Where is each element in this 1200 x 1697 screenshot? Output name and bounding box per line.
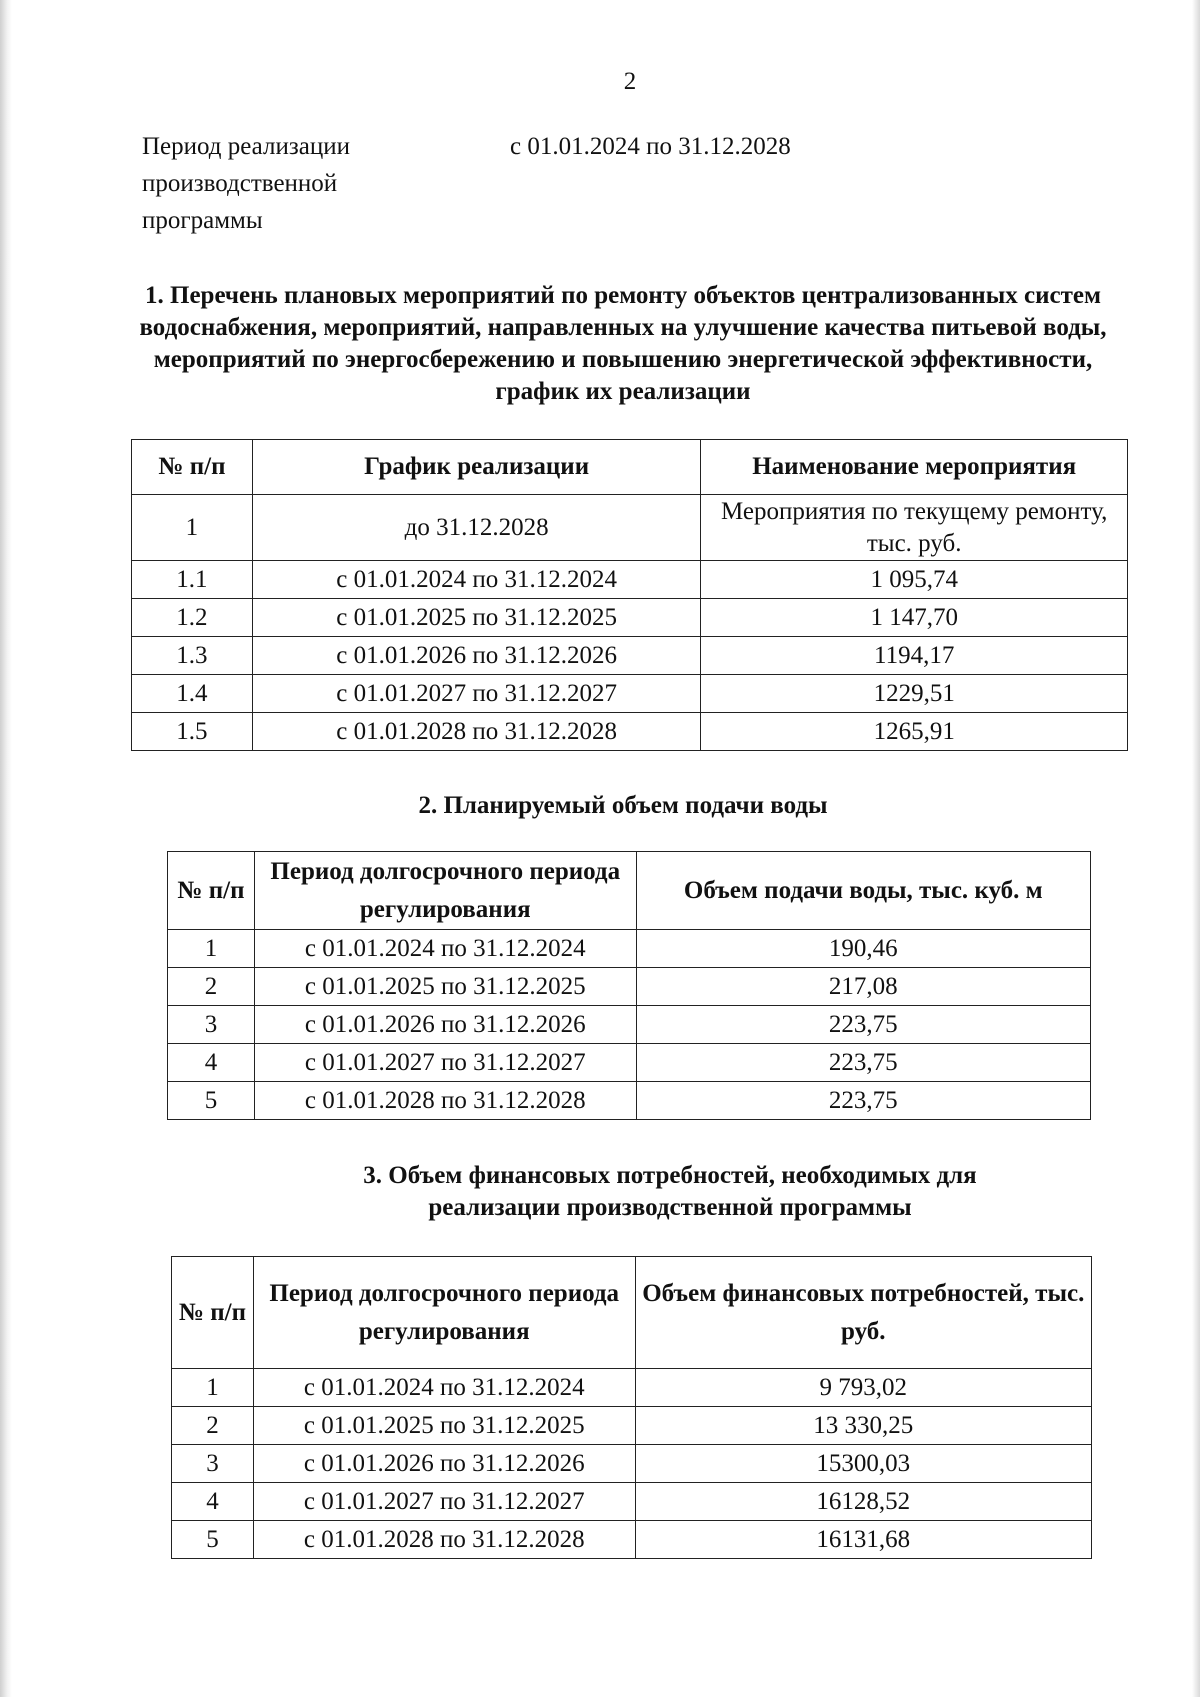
header-period: Период долгосрочного периода регулирования (254, 852, 636, 930)
cell-value: 1194,17 (701, 637, 1128, 675)
repair-measures-table (131, 439, 1128, 751)
cell-number: 1.1 (132, 561, 253, 599)
section1-title: 1. Перечень плановых мероприятий по ремонту объектов централизованных систем водоснабжения, мероприятий, направленных на улучшение качества питьевой воды, мероприятий по энергосбережению и повышению энергетической эффективности, график их реализации (139, 282, 1107, 405)
cell-number: 1 (172, 1369, 254, 1407)
cell-period: с 01.01.2026 по 31.12.2026 (254, 1006, 636, 1044)
cell-value: 223,75 (636, 1006, 1090, 1044)
table-header-row (132, 440, 1128, 495)
cell-number: 2 (172, 1407, 254, 1445)
table-header-row (168, 852, 1091, 930)
cell-period: с 01.01.2028 по 31.12.2028 (253, 1521, 635, 1559)
cell-schedule: с 01.01.2024 по 31.12.2024 (252, 561, 701, 599)
cell-value: 190,46 (636, 930, 1090, 968)
cell-period: с 01.01.2025 по 31.12.2025 (254, 968, 636, 1006)
cell-value: 223,75 (636, 1082, 1090, 1120)
table-row (168, 1082, 1091, 1120)
cell-value: 16128,52 (635, 1483, 1091, 1521)
header-water-volume: Объем подачи воды, тыс. куб. м (636, 852, 1090, 930)
table-row (132, 495, 1128, 561)
header-financial-needs: Объем финансовых потребностей, тыс. руб. (635, 1257, 1091, 1369)
cell-value: 223,75 (636, 1044, 1090, 1082)
cell-schedule: до 31.12.2028 (252, 495, 701, 561)
table-row (132, 561, 1128, 599)
cell-value: 15300,03 (635, 1445, 1091, 1483)
cell-schedule: с 01.01.2026 по 31.12.2026 (252, 637, 701, 675)
table-row (132, 675, 1128, 713)
cell-number: 1.4 (132, 675, 253, 713)
period-label: Период реализации производственной программы (142, 133, 350, 234)
cell-value: 16131,68 (635, 1521, 1091, 1559)
scan-right-edge (1192, 0, 1200, 1697)
cell-number: 1.3 (132, 637, 253, 675)
cell-measure-name: Мероприятия по текущему ремонту, тыс. руб. (701, 495, 1128, 561)
table-row (168, 1006, 1091, 1044)
table-header-row (172, 1257, 1092, 1369)
table-row (172, 1521, 1092, 1559)
table-row (172, 1445, 1092, 1483)
cell-schedule: с 01.01.2027 по 31.12.2027 (252, 675, 701, 713)
page-number: 2 (623, 68, 637, 95)
cell-value: 1 095,74 (701, 561, 1128, 599)
water-supply-volume-table (167, 851, 1091, 1120)
header-number: № п/п (172, 1257, 254, 1369)
table-row (132, 713, 1128, 751)
cell-number: 2 (168, 968, 255, 1006)
cell-value: 1229,51 (701, 675, 1128, 713)
section2-title: 2. Планируемый объем подачи воды (418, 792, 828, 819)
cell-number: 3 (168, 1006, 255, 1044)
cell-number: 1 (168, 930, 255, 968)
table-row (168, 930, 1091, 968)
header-number: № п/п (168, 852, 255, 930)
header-number: № п/п (132, 440, 253, 495)
section3-title: 3. Объем финансовых потребностей, необходимых для реализации производственной программы (363, 1162, 977, 1221)
table-row (168, 1044, 1091, 1082)
table-row (172, 1407, 1092, 1445)
cell-period: с 01.01.2025 по 31.12.2025 (253, 1407, 635, 1445)
cell-value: 1265,91 (701, 713, 1128, 751)
cell-value: 217,08 (636, 968, 1090, 1006)
table-row (168, 968, 1091, 1006)
financial-needs-table (171, 1256, 1092, 1559)
cell-period: с 01.01.2024 по 31.12.2024 (254, 930, 636, 968)
cell-period: с 01.01.2027 по 31.12.2027 (254, 1044, 636, 1082)
cell-number: 1 (132, 495, 253, 561)
cell-value: 9 793,02 (635, 1369, 1091, 1407)
cell-schedule: с 01.01.2028 по 31.12.2028 (252, 713, 701, 751)
table-row (132, 637, 1128, 675)
cell-schedule: с 01.01.2025 по 31.12.2025 (252, 599, 701, 637)
cell-period: с 01.01.2024 по 31.12.2024 (253, 1369, 635, 1407)
table-row (172, 1369, 1092, 1407)
cell-number: 4 (168, 1044, 255, 1082)
cell-number: 3 (172, 1445, 254, 1483)
cell-number: 5 (168, 1082, 255, 1120)
period-value: с 01.01.2024 по 31.12.2028 (510, 133, 791, 160)
cell-number: 5 (172, 1521, 254, 1559)
cell-number: 1.5 (132, 713, 253, 751)
cell-value: 1 147,70 (701, 599, 1128, 637)
cell-period: с 01.01.2027 по 31.12.2027 (253, 1483, 635, 1521)
cell-value: 13 330,25 (635, 1407, 1091, 1445)
header-schedule: График реализации (252, 440, 701, 495)
scan-left-edge (0, 0, 12, 1697)
table-row (132, 599, 1128, 637)
table-row (172, 1483, 1092, 1521)
header-period: Период долгосрочного периода регулирования (253, 1257, 635, 1369)
cell-number: 1.2 (132, 599, 253, 637)
cell-period: с 01.01.2028 по 31.12.2028 (254, 1082, 636, 1120)
cell-period: с 01.01.2026 по 31.12.2026 (253, 1445, 635, 1483)
cell-number: 4 (172, 1483, 254, 1521)
header-measure-name: Наименование мероприятия (701, 440, 1128, 495)
